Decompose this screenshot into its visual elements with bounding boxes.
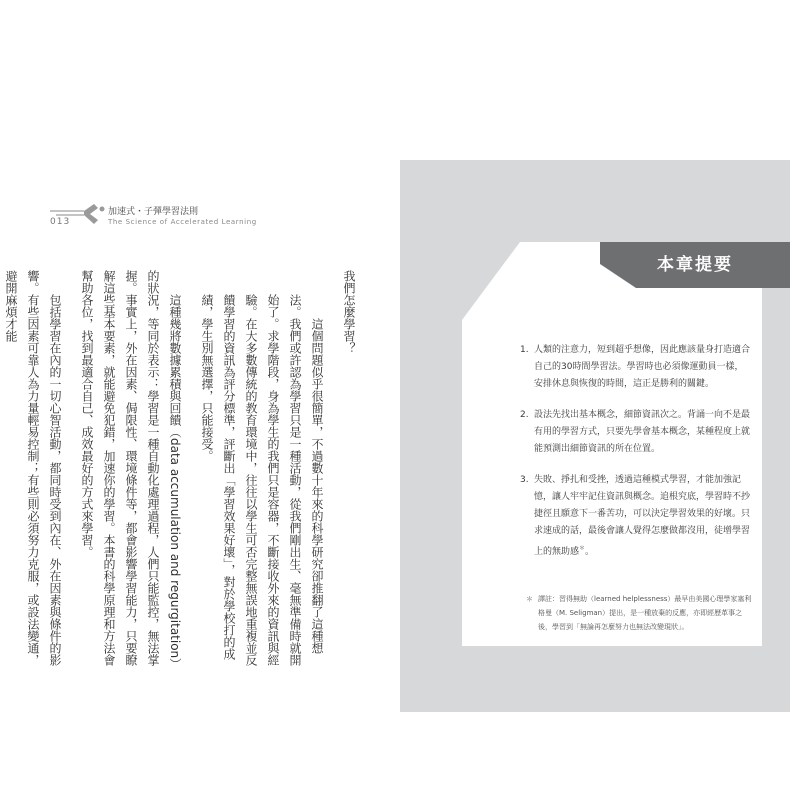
item-number: 2.	[520, 410, 529, 420]
vertical-body-text	[4, 270, 360, 670]
note-text: 譯註：習得無助（learned helplessness）最早由美國心理學家塞利格曼（M. Seligman）提出，是一種放棄的反應，亦即經歷革事之後，學習到「無論再怎麼努力也無法改變現狀」。	[538, 595, 752, 631]
list-item	[520, 342, 752, 393]
list-item	[520, 472, 752, 561]
summary-list	[520, 342, 752, 575]
body-paragraph: 包括學習在內的一切心智活動，都同時受到內在、外在因素與條件的影響。有些因素可靠人為力量輕易控制；有些則必須努力克服，或設法變通，避開麻煩才能	[4, 270, 62, 666]
item-number: 3.	[520, 475, 529, 485]
item-text-wrap	[534, 472, 752, 561]
page-number: 013	[50, 217, 71, 227]
running-header	[48, 200, 288, 230]
summary-title: 本章提要	[657, 255, 733, 275]
note-bullet: ＊	[526, 595, 533, 603]
item-text: 設法先找出基本概念，細節資訊次之。背誦一向不是最有用的學習方式，只要先學會基本概念，某種程度上就能預測出細節資訊的所在位置。	[534, 410, 751, 454]
book-title: 加速式・子彈學習法則	[108, 207, 199, 217]
translator-note	[526, 592, 752, 634]
item-text: 人類的注意力，短到超乎想像，因此應該量身打造適合自己的30時間學習法。學習時也必須像運動員一樣，安排休息與恢復的時間，這正是勝利的關鍵。	[534, 345, 751, 389]
book-subtitle: The Science of Accelerated Learning	[108, 218, 257, 226]
item-number: 1.	[520, 345, 529, 355]
item-text: 失敗、掙扎和受挫，透過這種模式學習，才能加強記憶，讓人牢牢記住資訊與概念。追根究底，學習時不抄捷徑且願意下一番苦功，可以決定學習效果的好壞。只求速成的話，最後會讓人覺得怎麼做都沒用，徒增學習上的無助感	[534, 475, 751, 557]
body-paragraph: 這種幾將數據累積與回饋（data accumulation and regurgitation）的狀況，等同於表示：學習是一種自動化處理過程，人們只能監控，無法掌握。事實上，外在因素、侷限性、環境條件等，都會影響學習能力，只要瞭解這些基本要素，就能避免犯錯，加速你的學習。本書的科學原理和方法會幫助各位，找到最適合自己、成效最好的方式來學習。	[80, 270, 182, 666]
item-text-end: 。	[585, 547, 595, 557]
body-paragraph: 這個問題似乎很簡單，不過數十年來的科學研究卻推翻了這種想法。我們或許認為學習只是一種活動，從我們剛出生、毫無準備時就開始了。求學階段，身為學生的我們只是容器，不斷接收外來的資訊與經驗。在大多數傳統的教育環境中，往往以學生可否完整無誤地重複並反饋學習的資訊為評分標準，評斷出「學習效果好壞」，對於學校打的成績，學生別無選擇，只能接受。	[200, 294, 324, 666]
footnote-marker: ＊	[579, 545, 586, 552]
body-paragraph: 我們怎麼學習？	[342, 270, 356, 354]
list-item	[520, 407, 752, 458]
